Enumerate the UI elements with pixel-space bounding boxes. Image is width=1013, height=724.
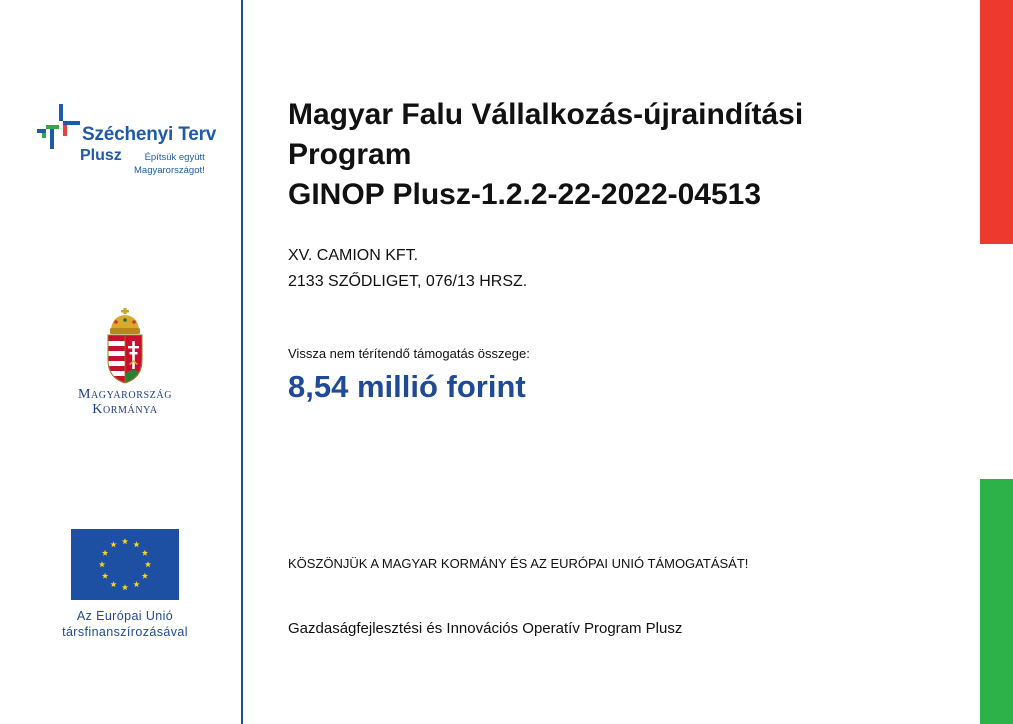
flag-stripe-red [980, 0, 1013, 244]
eu-flag-icon [71, 529, 179, 600]
slogan-line-1: Építsük együtt [144, 152, 205, 163]
slogan-line-2: Magyarországot! [134, 165, 205, 176]
szechenyi-logo [36, 104, 226, 184]
grant-amount: 8,54 millió forint [288, 369, 526, 404]
beneficiary-name: XV. CAMION KFT. [288, 247, 419, 264]
flag-stripe-green [980, 479, 1013, 724]
grant-label: Vissza nem térítendő támogatás összege: [288, 346, 530, 361]
program-name: Gazdaságfejlesztési és Innovációs Operatív Program Plusz [288, 620, 683, 637]
eu-line-2: társfinanszírozásával [62, 625, 188, 639]
beneficiary-address: 2133 SZŐDLIGET, 076/13 HRSZ. [288, 273, 528, 290]
vertical-divider [241, 0, 243, 724]
project-title [288, 95, 948, 215]
szechenyi-title: Széchenyi Terv [82, 124, 217, 145]
government-line-2: Kormánya [92, 402, 158, 417]
beneficiary-block [288, 243, 527, 295]
szechenyi-title-plusz: Plusz [80, 147, 122, 164]
hungarian-coat-of-arms-icon [104, 308, 146, 384]
project-code: GINOP Plusz-1.2.2-22-2022-04513 [288, 178, 762, 211]
government-label [40, 387, 210, 417]
thanks-text: KÖSZÖNJÜK A MAGYAR KORMÁNY ÉS AZ EURÓPAI UNIÓ TÁMOGATÁSÁT! [288, 556, 749, 571]
szechenyi-cross-icon [36, 104, 80, 150]
title-line-1: Magyar Falu Vállalkozás-újraindítási [288, 98, 804, 131]
title-line-2: Program [288, 138, 412, 171]
eu-line-1: Az Európai Unió [76, 609, 174, 623]
szechenyi-slogan [134, 151, 205, 177]
eu-label [40, 608, 210, 640]
government-line-1: Magyarország [77, 387, 173, 402]
